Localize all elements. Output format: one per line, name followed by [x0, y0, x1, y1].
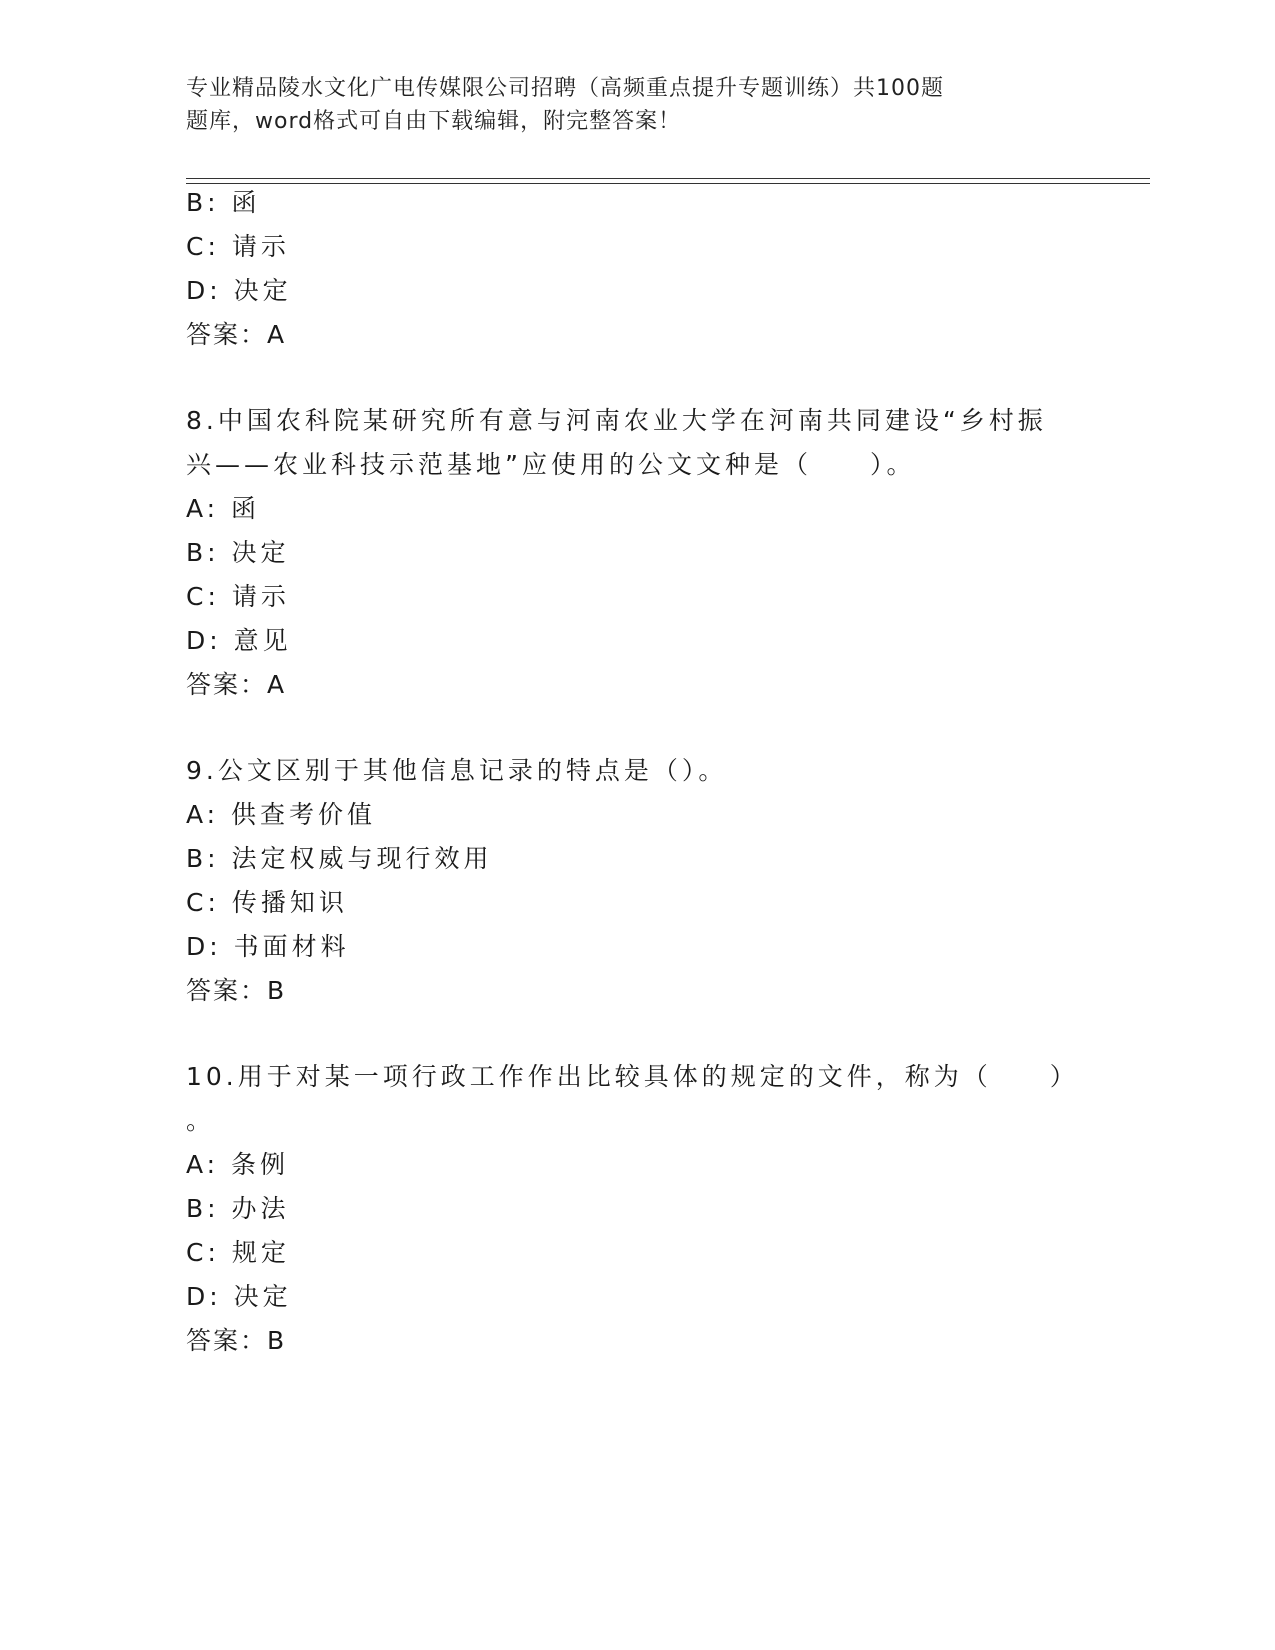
header-line-2: 题库，word格式可自由下载编辑，附完整答案！	[186, 109, 682, 134]
q10-option-d: D: 决定	[186, 1282, 292, 1311]
header-rule-top	[186, 178, 1150, 179]
q7-option-d: D: 决定	[186, 276, 292, 305]
q8-option-c: C: 请示	[186, 582, 290, 611]
q10-option-b: B: 办法	[186, 1194, 290, 1223]
q7-answer: 答案：A	[186, 320, 287, 349]
q9-option-d: D: 书面材料	[186, 932, 350, 961]
header-rule-bottom	[186, 183, 1150, 184]
q9-option-b: B: 法定权威与现行效用	[186, 844, 493, 873]
q10-stem-line-1: 10.用于对某一项行政工作作出比较具体的规定的文件，称为（ ）	[186, 1062, 1079, 1091]
header-line-1: 专业精品陵水文化广电传媒限公司招聘（高频重点提升专题训练）共100题	[186, 76, 944, 101]
q8-option-b: B: 决定	[186, 538, 290, 567]
q9-option-c: C: 传播知识	[186, 888, 348, 917]
q8-option-d: D: 意见	[186, 626, 292, 655]
q10-option-a: A: 条例	[186, 1150, 290, 1179]
q10-answer: 答案：B	[186, 1326, 287, 1355]
q10-stem-line-2: 。	[186, 1106, 216, 1135]
q8-stem-line-2: 兴——农业科技示范基地”应使用的公文文种是（ ）。	[186, 450, 916, 479]
q9-answer: 答案：B	[186, 976, 287, 1005]
q8-stem-line-1: 8.中国农科院某研究所有意与河南农业大学在河南共同建设“乡村振	[186, 406, 1047, 435]
page-header	[186, 72, 1016, 138]
q10-option-c: C: 规定	[186, 1238, 290, 1267]
q9-option-a: A: 供查考价值	[186, 800, 377, 829]
q7-option-c: C: 请示	[186, 232, 290, 261]
q7-option-b: B: 函	[186, 188, 261, 217]
q9-stem-line-1: 9.公文区别于其他信息记录的特点是（）。	[186, 756, 728, 785]
q8-answer: 答案：A	[186, 670, 287, 699]
q8-option-a: A: 函	[186, 494, 261, 523]
